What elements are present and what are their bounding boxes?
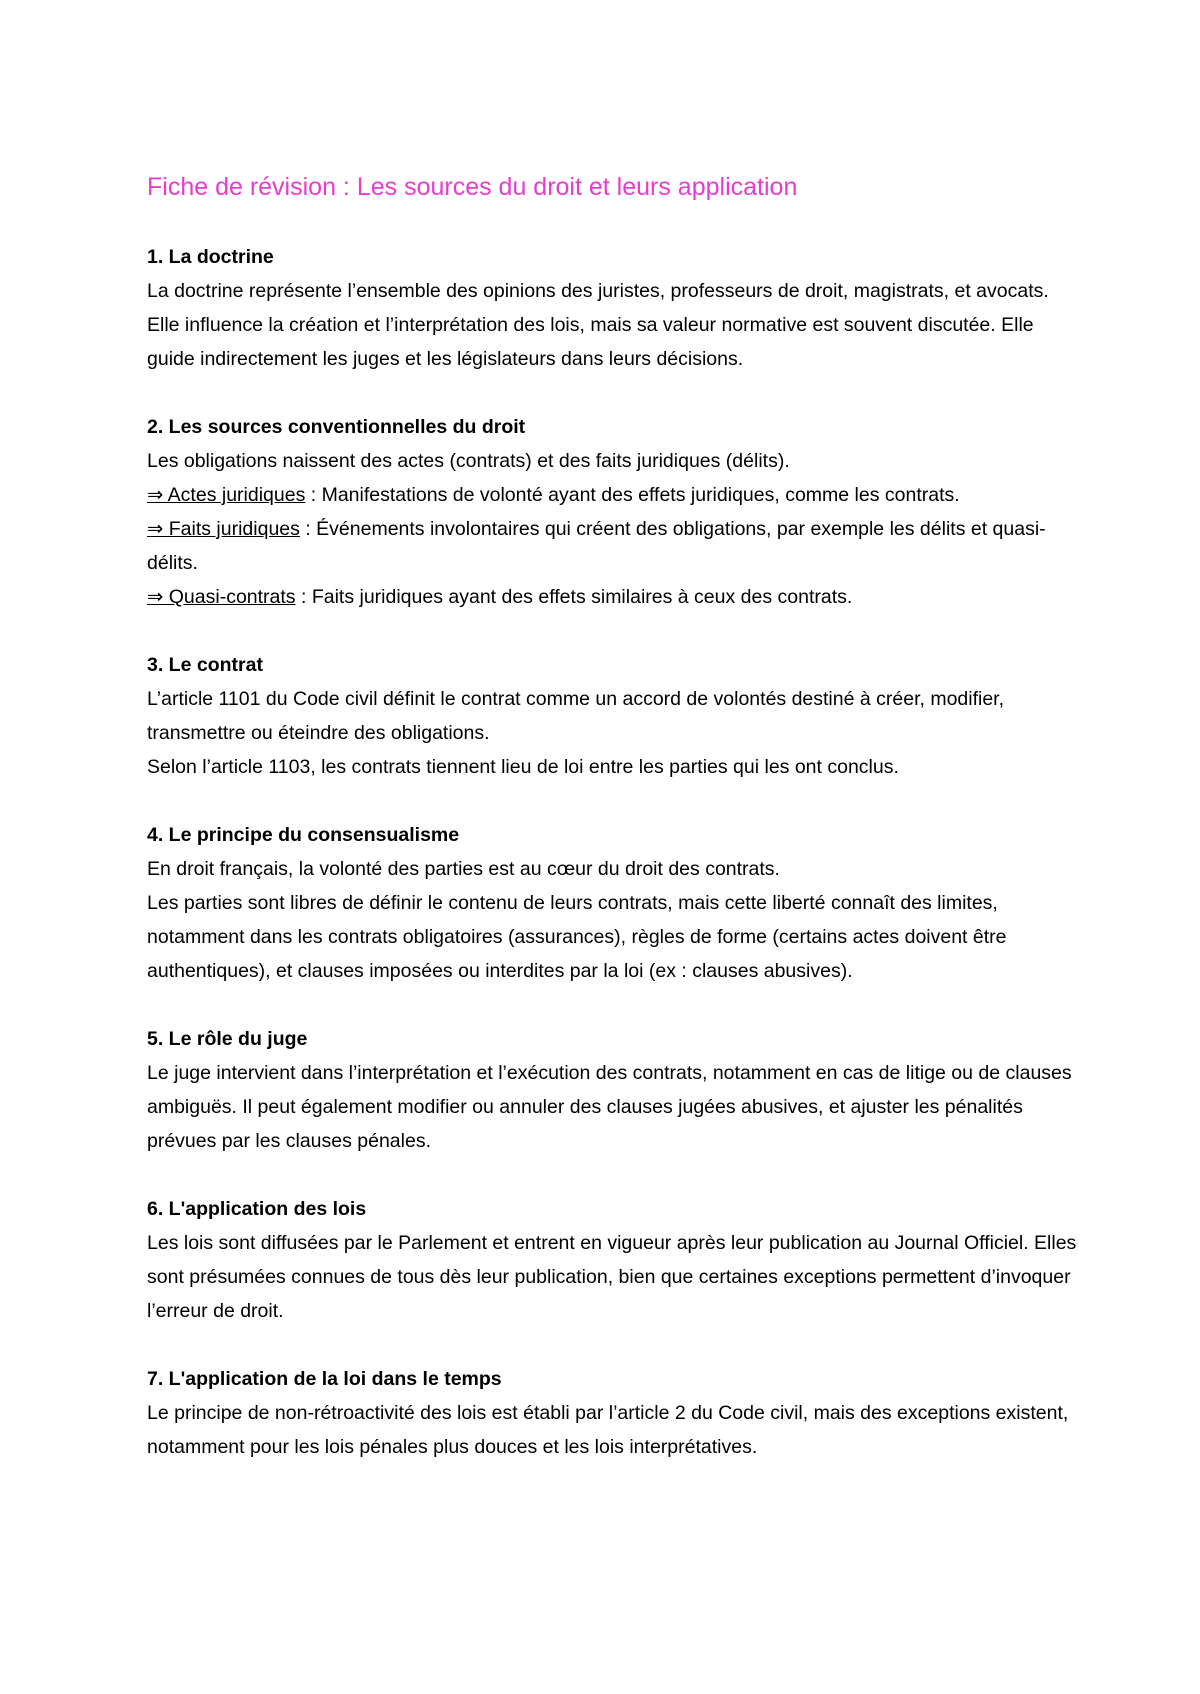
section-heading: 4. Le principe du consensualisme (147, 824, 460, 846)
section-paragraph: Les parties sont libres de définir le contenu de leurs contrats, mais cette liberté connaît des limites, notamment dans les contrats obligatoires (assurances), règles de forme (certains actes doivent être authentiques), et clauses imposées ou interdites par la loi (ex : clauses abusives). (147, 892, 1007, 982)
section-paragraph: Selon l’article 1103, les contrats tiennent lieu de loi entre les parties qui les ont conclus. (147, 756, 899, 778)
section-heading: 5. Le rôle du juge (147, 1028, 308, 1050)
section-heading: 7. L'application de la loi dans le temps (147, 1368, 502, 1390)
term-label: ⇒ Actes juridiques (147, 484, 306, 506)
section-doctrine (147, 240, 1077, 376)
term-label: ⇒ Quasi-contrats (147, 586, 296, 608)
section-role-du-juge (147, 1022, 1077, 1158)
term-label: ⇒ Faits juridiques (147, 518, 300, 540)
section-consensualisme (147, 818, 1077, 988)
section-paragraph: Le principe de non-rétroactivité des lois est établi par l’article 2 du Code civil, mais des exceptions existent, notamment pour les lois pénales plus douces et les lois interprétatives. (147, 1402, 1069, 1458)
term-definition: : Événements involontaires qui créent des obligations, par exemple les délits et quasi-délits. (147, 518, 1046, 574)
section-contrat (147, 648, 1077, 784)
list-item (147, 580, 1077, 614)
list-item (147, 478, 1077, 512)
section-paragraph: La doctrine représente l’ensemble des opinions des juristes, professeurs de droit, magistrats, et avocats. Elle influence la création et l’interprétation des lois, mais sa valeur normative est souvent discutée. Elle guide indirectement les juges et les législateurs dans leurs décisions. (147, 280, 1049, 370)
section-paragraph: En droit français, la volonté des parties est au cœur du droit des contrats. (147, 858, 780, 880)
section-application-des-lois (147, 1192, 1077, 1328)
document-title: Fiche de révision : Les sources du droit et leurs application (147, 173, 798, 201)
list-item (147, 512, 1077, 580)
section-heading: 6. L'application des lois (147, 1198, 367, 1220)
section-intro: Les obligations naissent des actes (contrats) et des faits juridiques (délits). (147, 450, 790, 472)
section-loi-dans-le-temps (147, 1362, 1077, 1464)
section-paragraph: L’article 1101 du Code civil définit le contrat comme un accord de volontés destiné à créer, modifier, transmettre ou éteindre des obligations. (147, 688, 1005, 744)
term-definition: : Manifestations de volonté ayant des effets juridiques, comme les contrats. (305, 484, 960, 506)
section-heading: 2. Les sources conventionnelles du droit (147, 416, 526, 438)
section-paragraph: Les lois sont diffusées par le Parlement et entrent en vigueur après leur publication au Journal Officiel. Elles sont présumées connues de tous dès leur publication, bien que certaines exceptions permettent d’invoquer l’erreur de droit. (147, 1232, 1077, 1322)
term-definition: : Faits juridiques ayant des effets similaires à ceux des contrats. (295, 586, 853, 608)
document-page (147, 170, 1077, 1498)
section-paragraph: Le juge intervient dans l’interprétation et l’exécution des contrats, notamment en cas de litige ou de clauses ambiguës. Il peut également modifier ou annuler des clauses jugées abusives, et ajuster les pénalités prévues par les clauses pénales. (147, 1062, 1072, 1152)
section-heading: 1. La doctrine (147, 246, 274, 268)
section-heading: 3. Le contrat (147, 654, 263, 676)
section-sources-conventionnelles (147, 410, 1077, 614)
